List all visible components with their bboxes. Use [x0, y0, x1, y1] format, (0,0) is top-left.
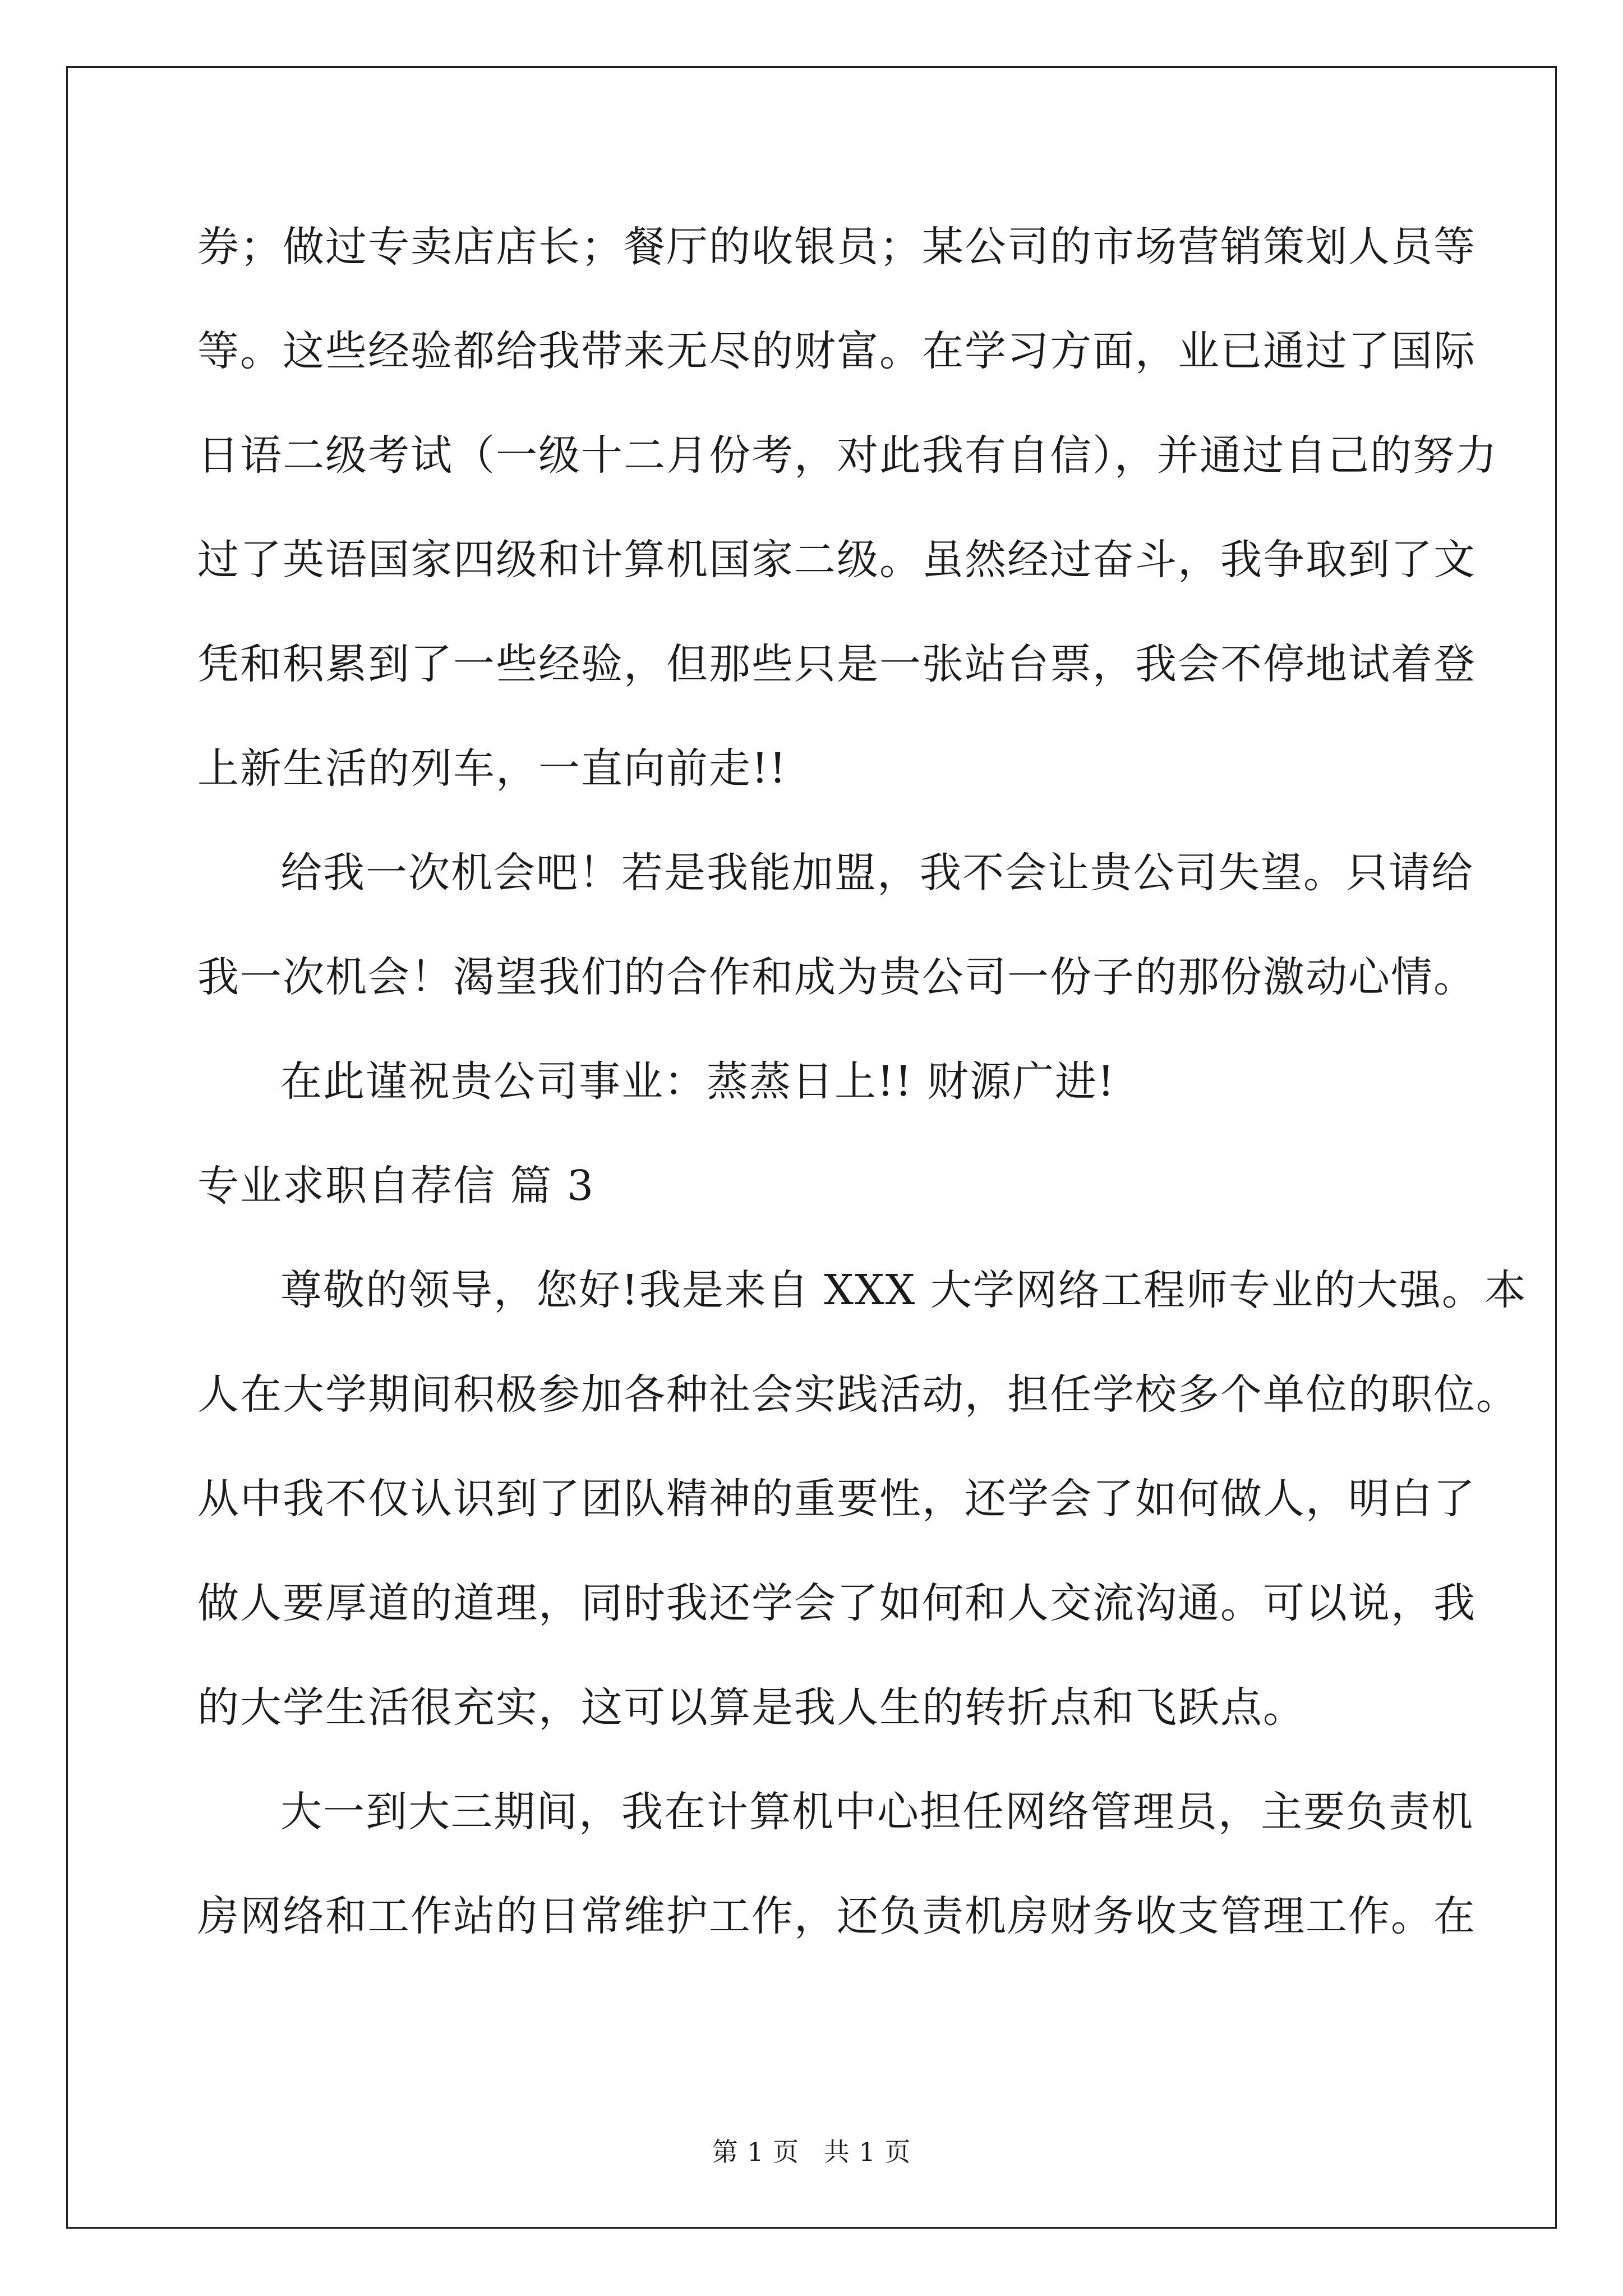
document-body	[197, 205, 1527, 1978]
text-line: 上新生活的列车，一直向前走!!	[197, 744, 787, 793]
page-number: 第 1 页	[712, 2137, 800, 2167]
paragraph-start-line: 在此谨祝贵公司事业：蒸蒸日上!! 财源广进!	[280, 1057, 1115, 1106]
page-footer	[0, 2132, 1623, 2169]
text-line: 等。这些经验都给我带来无尽的财富。在学习方面，业已通过了国际	[197, 327, 1476, 375]
text-line: 房网络和工作站的日常维护工作，还负责机房财务收支管理工作。在	[197, 1892, 1476, 1940]
text-line: 凭和积累到了一些经验，但那些只是一张站台票，我会不停地试着登	[197, 640, 1476, 688]
text-line: 日语二级考试（一级十二月份考，对此我有自信），并通过自己的努力	[197, 431, 1498, 480]
text-line: 做人要厚道的道理，同时我还学会了如何和人交流沟通。可以说，我	[197, 1579, 1476, 1627]
page-total: 共 1 页	[823, 2137, 911, 2167]
section-heading: 专业求职自荐信 篇 3	[197, 1162, 595, 1210]
text-line: 券；做过专卖店店长；餐厅的收银员；某公司的市场营销策划人员等	[197, 223, 1476, 271]
text-line: 从中我不仅认识到了团队精神的重要性，还学会了如何做人，明白了	[197, 1475, 1476, 1523]
text-line: 的大学生活很充实，这可以算是我人生的转折点和飞跃点。	[197, 1683, 1306, 1732]
text-line: 人在大学期间积极参加各种社会实践活动，担任学校多个单位的职位。	[197, 1370, 1519, 1419]
paragraph-start-line: 尊敬的领导，您好!我是来自 XXX 大学网络工程师专业的大强。本	[280, 1266, 1527, 1314]
text-line: 我一次机会！渴望我们的合作和成为贵公司一份子的那份激动心情。	[197, 953, 1476, 1001]
text-line: 过了英语国家四级和计算机国家二级。虽然经过奋斗，我争取到了文	[197, 536, 1476, 584]
paragraph-start-line: 大一到大三期间，我在计算机中心担任网络管理员，主要负责机	[280, 1788, 1474, 1836]
paragraph-start-line: 给我一次机会吧！若是我能加盟，我不会让贵公司失望。只请给	[280, 849, 1474, 897]
